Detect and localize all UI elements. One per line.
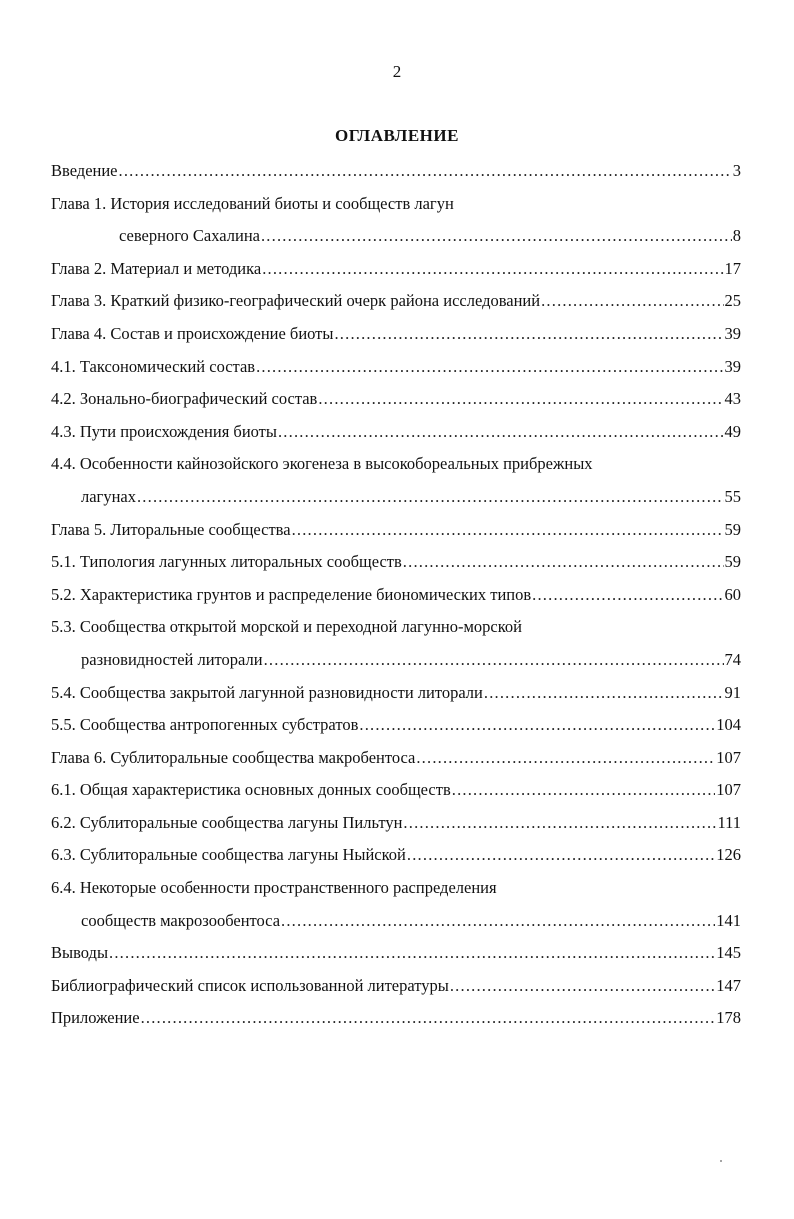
toc-entry-section-5-5 <box>51 709 741 742</box>
toc-entry-section-6-3 <box>51 839 741 872</box>
toc-entry-title: 6.1. Общая характеристика основных донных сообществ <box>51 780 451 800</box>
toc-entry-title: северного Сахалина <box>119 226 260 246</box>
toc-entry-page: 49 <box>724 421 741 441</box>
toc-entry-title: 5.5. Сообщества антропогенных субстратов <box>51 715 359 735</box>
page-title: ОГЛАВЛЕНИЕ <box>335 126 459 145</box>
toc-entry-chapter-4 <box>51 318 741 351</box>
dot-leader <box>264 644 724 677</box>
toc-entry-title: Глава 5. Литоральные сообщества <box>51 519 291 539</box>
dot-leader <box>334 318 723 351</box>
toc-entry-title: 6.2. Сублиторальные сообщества лагуны Пильтун <box>51 812 403 832</box>
toc-entry-page: 8 <box>732 226 741 246</box>
dot-leader <box>292 514 724 547</box>
toc-entry-title: лагунах <box>81 486 136 506</box>
dot-leader <box>359 709 715 742</box>
dot-leader <box>119 155 732 188</box>
toc-entry-page: 17 <box>724 258 741 278</box>
toc-entry-page: 126 <box>716 845 741 865</box>
dot-leader <box>256 351 723 384</box>
dot-leader <box>141 1002 716 1035</box>
toc-entry-page: 43 <box>724 389 741 409</box>
toc-entry-section-4-4-continued <box>51 481 741 514</box>
toc-entry-section-5-4 <box>51 677 741 710</box>
toc-entry-page: 141 <box>716 910 741 930</box>
toc-entry-page: 147 <box>716 975 741 995</box>
toc-entry-page: 74 <box>724 649 741 669</box>
dot-leader <box>403 546 724 579</box>
toc-entry-title: Выводы <box>51 943 109 963</box>
toc-entry-chapter-6 <box>51 742 741 775</box>
toc-entry-title: 4.4. Особенности кайнозойского экогенеза в высокобореальных прибрежных <box>51 454 593 474</box>
toc-entry-chapter-1 <box>51 188 741 221</box>
dot-leader <box>318 383 723 416</box>
toc-entry-section-6-4 <box>51 872 741 905</box>
toc-entry-section-4-4 <box>51 448 741 481</box>
dot-leader <box>109 937 715 970</box>
toc-entry-title: сообществ макрозообентоса <box>81 910 281 930</box>
toc-entry-title: Глава 6. Сублиторальные сообщества макробентоса <box>51 747 416 767</box>
toc-entry-page: 91 <box>724 682 741 702</box>
toc-entry-page: 104 <box>716 715 741 735</box>
toc-entry-page: 59 <box>724 552 741 572</box>
toc-entry-title: 5.4. Сообщества закрытой лагунной разновидности литорали <box>51 682 483 702</box>
toc-entry-page: 107 <box>716 780 741 800</box>
toc-entry-chapter-3 <box>51 285 741 318</box>
dot-leader <box>403 807 716 840</box>
toc-entry-title: 4.3. Пути происхождения биоты <box>51 421 277 441</box>
toc-entry-bibliography <box>51 970 741 1003</box>
toc-entry-title: 6.4. Некоторые особенности пространственного распределения <box>51 878 497 898</box>
toc-entry-title: 5.3. Сообщества открытой морской и переходной лагунно-морской <box>51 617 523 637</box>
toc-entry-section-5-3-continued <box>51 644 741 677</box>
toc-entry-title: Введение <box>51 161 118 180</box>
toc-entry-section-6-2 <box>51 807 741 840</box>
dot-leader <box>416 742 715 775</box>
toc-entry-chapter-2 <box>51 253 741 286</box>
toc-entry-page: 39 <box>724 356 741 376</box>
table-of-contents <box>51 155 741 1035</box>
toc-entry-appendix <box>51 1002 741 1035</box>
toc-entry-title: 5.2. Характеристика грунтов и распределение биономических типов <box>51 584 532 604</box>
page-number: 2 <box>392 62 402 81</box>
toc-entry-page: 3 <box>732 161 741 180</box>
toc-entry-title: 6.3. Сублиторальные сообщества лагуны Ныйской <box>51 845 406 865</box>
toc-entry-section-6-1 <box>51 774 741 807</box>
dot-leader <box>484 677 724 710</box>
dot-leader <box>532 579 723 612</box>
toc-entry-title: разновидностей литорали <box>81 649 263 669</box>
toc-entry-section-5-2 <box>51 579 741 612</box>
toc-entry-page: 145 <box>716 943 741 963</box>
toc-entry-title: Глава 3. Краткий физико-географический очерк района исследований <box>51 291 541 311</box>
toc-entry-title: 5.1. Типология лагунных литоральных сообществ <box>51 552 402 572</box>
toc-entry-page: 55 <box>724 486 741 506</box>
toc-entry-page: 59 <box>724 519 741 539</box>
dot-leader <box>278 416 724 449</box>
toc-entry-chapter-1-continued <box>51 220 741 253</box>
toc-entry-section-4-3 <box>51 416 741 449</box>
toc-entry-section-6-4-continued <box>51 905 741 938</box>
dot-leader <box>450 970 715 1003</box>
toc-entry-chapter-5 <box>51 514 741 547</box>
toc-entry-page: 107 <box>716 747 741 767</box>
dot-leader <box>452 774 716 807</box>
toc-entry-page: 111 <box>717 812 741 832</box>
toc-entry-title: Приложение <box>51 1008 140 1028</box>
toc-entry-title: Глава 1. История исследований биоты и сообществ лагун <box>51 193 454 213</box>
toc-entry-page: 60 <box>724 584 741 604</box>
toc-entry-page: 178 <box>716 1008 741 1028</box>
toc-entry-introduction <box>51 155 741 188</box>
toc-entry-page: 39 <box>724 323 741 343</box>
toc-entry-title: Библиографический список использованной литературы <box>51 975 449 995</box>
toc-entry-title: Глава 2. Материал и методика <box>51 258 262 278</box>
toc-entry-section-4-1 <box>51 351 741 384</box>
toc-entry-page: 25 <box>724 291 741 311</box>
toc-entry-title: 4.1. Таксономический состав <box>51 356 256 376</box>
dot-leader <box>262 253 723 286</box>
toc-entry-section-4-2 <box>51 383 741 416</box>
dot-leader <box>261 220 732 253</box>
scan-speck <box>720 1160 722 1162</box>
toc-entry-section-5-1 <box>51 546 741 579</box>
dot-leader <box>407 839 715 872</box>
dot-leader <box>137 481 724 514</box>
dot-leader <box>281 905 715 938</box>
toc-entry-title: Глава 4. Состав и происхождение биоты <box>51 323 334 343</box>
toc-entry-title: 4.2. Зонально-биографический состав <box>51 389 318 409</box>
toc-entry-conclusions <box>51 937 741 970</box>
toc-entry-section-5-3 <box>51 611 741 644</box>
dot-leader <box>541 285 723 318</box>
